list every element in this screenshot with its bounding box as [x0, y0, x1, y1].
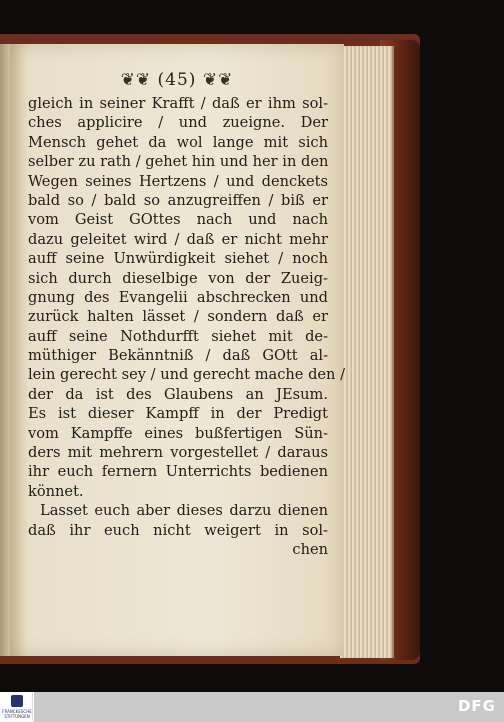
text-line: auff seine Unwürdigkeit siehet / noch: [28, 250, 328, 268]
text-line: Mensch gehet da wol lange mit sich: [28, 133, 328, 151]
logo-mark-icon: [11, 695, 23, 707]
ornament-left-icon: ❦❦: [120, 70, 152, 90]
page-text: [28, 94, 346, 559]
text-line: lein gerecht sey / und gerecht mache den /: [28, 366, 346, 384]
text-line: selber zu rath / gehet hin und her in den: [28, 153, 329, 171]
text-line: könnet.: [28, 482, 84, 500]
book-page: [10, 44, 344, 656]
institution-logo: [2, 693, 33, 721]
text-line: ihr euch fernern Unterrichts bedienen: [28, 463, 328, 481]
text-line: der da ist des Glaubens an JEsum.: [28, 385, 328, 403]
text-line: zurück halten lässet / sondern daß er: [28, 308, 328, 326]
dfg-logo: DFG: [457, 697, 496, 715]
text-line: bald so / bald so anzugreiffen / biß er: [28, 191, 328, 209]
text-line: auff seine Nothdurfft siehet mit de-: [28, 327, 328, 345]
text-line: daß ihr euch nicht weigert in sol-: [28, 521, 328, 539]
ornament-right-icon: ❦❦: [202, 70, 234, 90]
text-line: ches applicire / und zueigne. Der: [28, 114, 328, 132]
footer-bar: [34, 692, 504, 722]
page-number: (45): [157, 70, 197, 90]
text-line: müthiger Bekänntniß / daß GOtt al-: [28, 347, 328, 365]
logo-text: FRANCKESCHE STIFTUNGEN: [2, 709, 32, 719]
text-line: sich durch dieselbige von der Zueig-: [28, 269, 328, 287]
text-line: vom Kampffe eines bußfertigen Sün-: [28, 424, 328, 442]
text-line: dazu geleitet wird / daß er nicht mehr: [28, 230, 328, 248]
viewer-footer: [0, 692, 504, 722]
text-line: gleich in seiner Krafft / daß er ihm sol-: [28, 95, 328, 112]
page-header: [10, 70, 344, 90]
text-line: vom Geist GOttes nach und nach: [28, 211, 328, 229]
text-line: Wegen seines Hertzens / und denckets: [28, 172, 328, 190]
page-edges: [340, 46, 394, 658]
text-line: Lasset euch aber dieses darzu dienen: [40, 502, 328, 520]
text-line: ders mit mehrern vorgestellet / daraus: [28, 444, 328, 462]
catchword: chen: [292, 540, 328, 558]
text-line: gnung des Evangelii abschrecken und: [28, 288, 328, 306]
text-line: Es ist dieser Kampff in der Predigt: [28, 405, 328, 423]
